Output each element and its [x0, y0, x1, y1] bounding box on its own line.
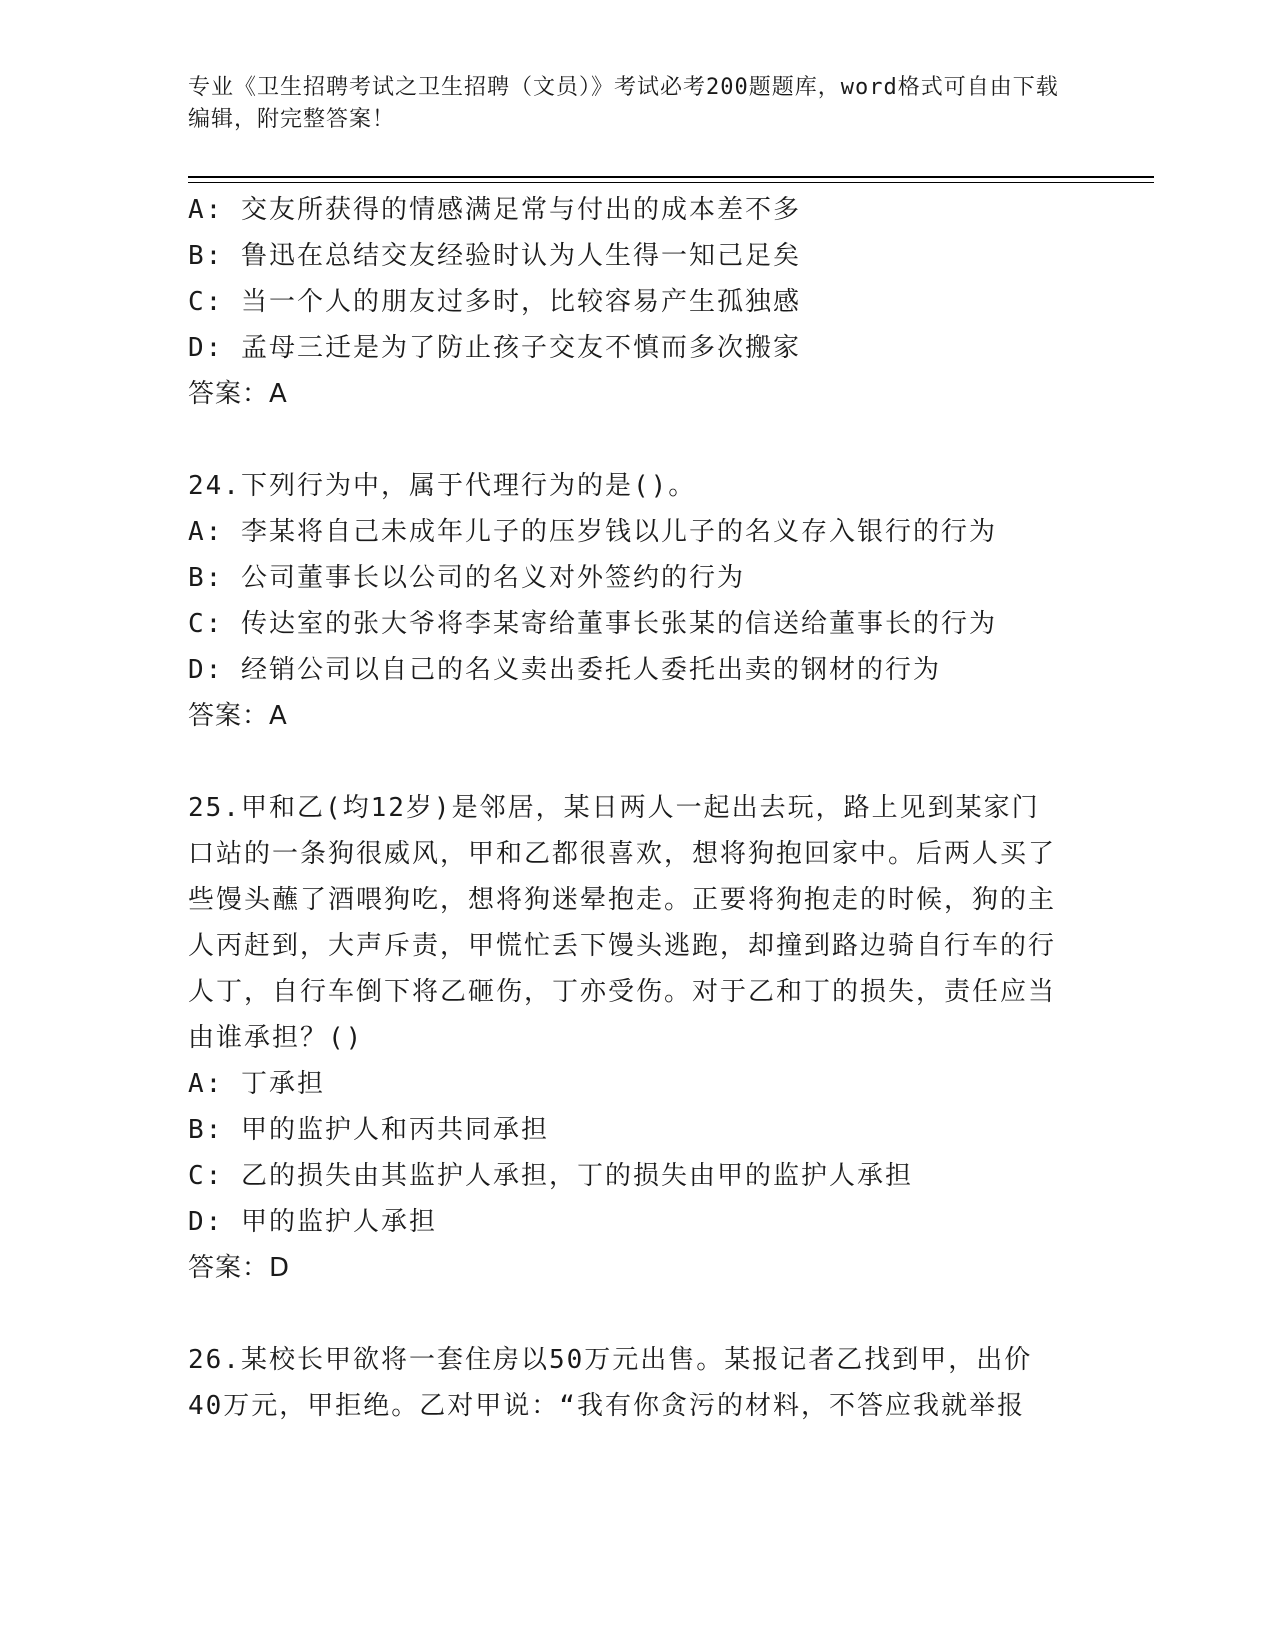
question-25: [188, 785, 1068, 1291]
question-23: [188, 187, 1068, 417]
option-a: A: 丁承担: [188, 1069, 325, 1099]
spacer: [188, 1291, 1068, 1337]
answer: 答案：A: [188, 701, 288, 731]
question-24: [188, 463, 1068, 739]
question-content: [188, 187, 1068, 1429]
document-header: 专业《卫生招聘考试之卫生招聘（文员）》考试必考200题题库，word格式可自由下载编辑，附完整答案！: [188, 75, 1059, 132]
option-a: A: 交友所获得的情感满足常与付出的成本差不多: [188, 195, 801, 225]
option-b: B: 公司董事长以公司的名义对外签约的行为: [188, 563, 745, 593]
question-text: 25.甲和乙(均12岁)是邻居，某日两人一起出去玩，路上见到某家门口站的一条狗很威风，甲和乙都很喜欢，想将狗抱回家中。后两人买了些馒头蘸了酒喂狗吃，想将狗迷晕抱走。正要将狗抱走的时候，狗的主人丙赶到，大声斥责，甲慌忙丢下馒头逃跑，却撞到路边骑自行车的行人丁，自行车倒下将乙砸伤，丁亦受伤。对于乙和丁的损失，责任应当由谁承担？(): [188, 793, 1057, 1053]
question-text: 26.某校长甲欲将一套住房以50万元出售。某报记者乙找到甲，出价40万元，甲拒绝。乙对甲说：“我有你贪污的材料，不答应我就举报: [188, 1345, 1033, 1421]
option-c: C: 传达室的张大爷将李某寄给董事长张某的信送给董事长的行为: [188, 609, 997, 639]
option-c: C: 乙的损失由其监护人承担，丁的损失由甲的监护人承担: [188, 1161, 913, 1191]
option-d: D: 经销公司以自己的名义卖出委托人委托出卖的钢材的行为: [188, 655, 941, 685]
answer: 答案：D: [188, 1253, 291, 1283]
answer: 答案：A: [188, 379, 288, 409]
header-rule-thin: [188, 182, 1154, 183]
spacer: [188, 417, 1068, 463]
option-d: D: 孟母三迁是为了防止孩子交友不慎而多次搬家: [188, 333, 801, 363]
option-a: A: 李某将自己未成年儿子的压岁钱以儿子的名义存入银行的行为: [188, 517, 997, 547]
question-text: 24.下列行为中，属于代理行为的是()。: [188, 471, 697, 501]
spacer: [188, 739, 1068, 785]
header-rule-thick: [188, 176, 1154, 178]
option-b: B: 甲的监护人和丙共同承担: [188, 1115, 549, 1145]
option-b: B: 鲁迅在总结交友经验时认为人生得一知己足矣: [188, 241, 801, 271]
question-26: [188, 1337, 1068, 1429]
option-d: D: 甲的监护人承担: [188, 1207, 437, 1237]
option-c: C: 当一个人的朋友过多时，比较容易产生孤独感: [188, 287, 801, 317]
